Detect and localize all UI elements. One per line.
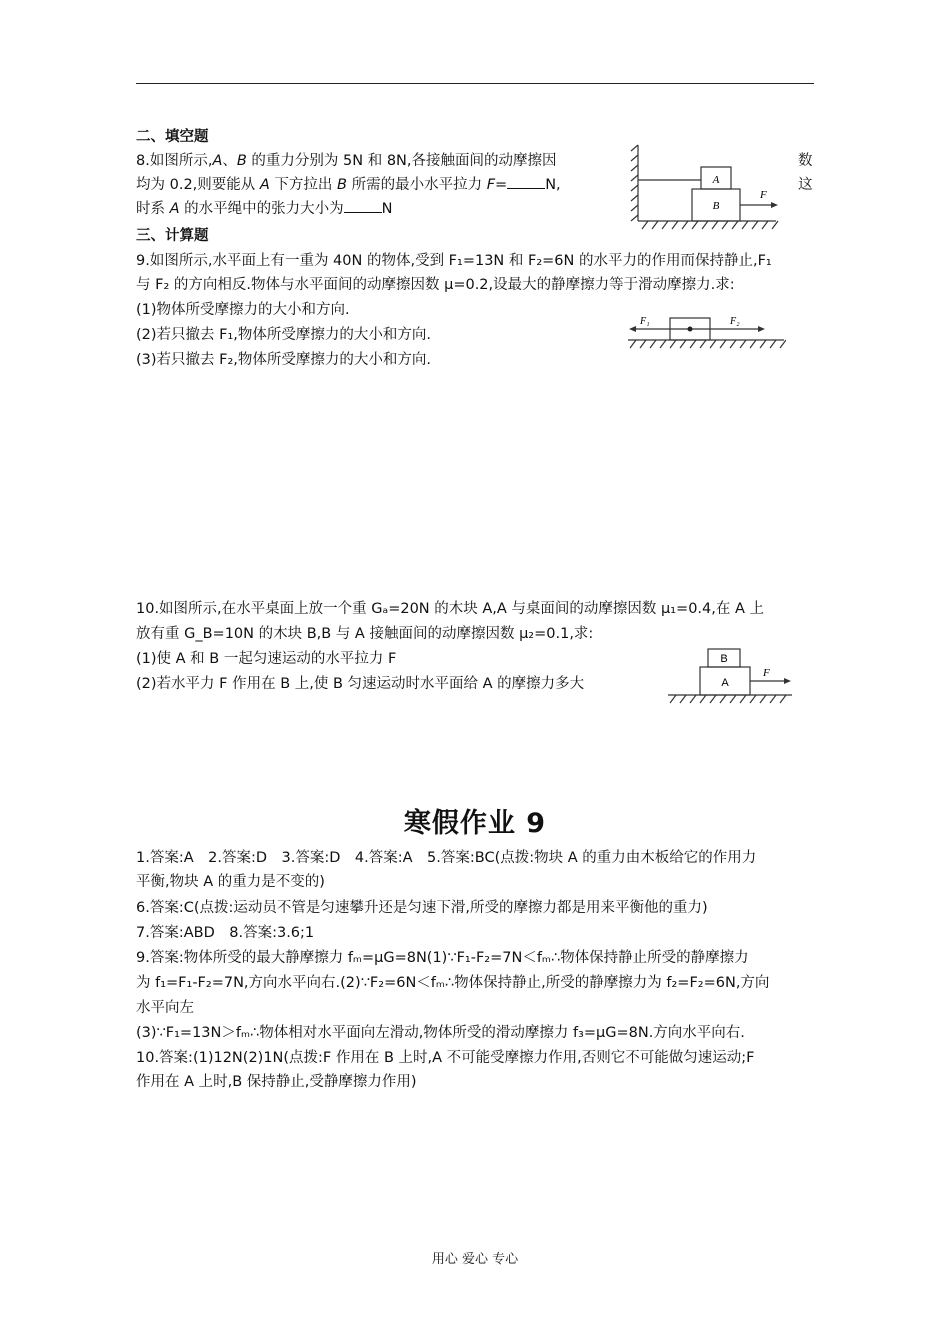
q9-label-f2: F₂ xyxy=(730,316,740,327)
q10-sub-1: (1)使 A 和 B 一起匀速运动的水平拉力 F xyxy=(136,651,397,667)
q9-label-f1: F₁ xyxy=(640,316,650,327)
q10-label-f: F xyxy=(763,667,770,679)
q8-label-b: B xyxy=(712,200,720,212)
q9-line-2: 与 F₂ 的方向相反.物体与水平面间的动摩擦因数 μ=0.2,设最大的静摩擦力等于滑动摩擦力.求: xyxy=(136,277,735,293)
answer-line: 7.答案:ABD 8.答案:3.6;1 xyxy=(136,925,315,941)
q10-sub-2: (2)若水平力 F 作用在 B 上,使 B 匀速运动时水平面给 A 的摩擦力多大 xyxy=(136,676,585,692)
q8-label-f: F xyxy=(760,189,767,201)
q10-label-b: B xyxy=(720,653,728,665)
answer-blank[interactable] xyxy=(344,200,382,213)
q10-line-2: 放有重 G_B=10N 的木块 B,B 与 A 接触面间的动摩擦因数 μ₂=0.1,求: xyxy=(136,626,594,642)
answer-line: 1.答案:A 2.答案:D 3.答案:D 4.答案:A 5.答案:BC(点拨:物块 A 的重力由木板给它的作用力 xyxy=(136,850,757,866)
q8-line-2: 均为 0.2,则要能从 A 下方拉出 B 所需的最小水平拉力 F= N, xyxy=(136,177,561,193)
answer-line: 10.答案:(1)12N(2)1N(点拨:F 作用在 B 上时,A 不可能受摩擦力作用,否则它不可能做匀速运动;F xyxy=(136,1050,755,1066)
answer-line: (3)∵F₁=13N＞fₘ∴物体相对水平面向左滑动,物体所受的滑动摩擦力 f₃=μG=8N.方向水平向右. xyxy=(136,1025,745,1041)
section-3-heading: 三、计算题 xyxy=(136,228,209,244)
q9-sub-2: (2)若只撤去 F₁,物体所受摩擦力的大小和方向. xyxy=(136,327,432,343)
q10-label-a: A xyxy=(721,677,729,689)
answers-title: 寒假作业 9 xyxy=(403,808,547,839)
q8-line-1: 8.如图所示,A、B 的重力分别为 5N 和 8N,各接触面间的动摩擦因 xyxy=(136,153,557,169)
q10-line-1: 10.如图所示,在水平桌面上放一个重 Gₐ=20N 的木块 A,A 与桌面间的动摩擦因数 μ₁=0.4,在 A 上 xyxy=(136,601,765,617)
q9-line-1: 9.如图所示,水平面上有一重为 40N 的物体,受到 F₁=13N 和 F₂=6N 的水平力的作用而保持静止,F₁ xyxy=(136,253,772,269)
q8-figure xyxy=(628,143,788,231)
q10-figure xyxy=(666,645,794,707)
page-footer: 用心 爱心 专心 xyxy=(431,1252,519,1267)
q9-sub-1: (1)物体所受摩擦力的大小和方向. xyxy=(136,302,350,318)
answer-line: 9.答案:物体所受的最大静摩擦力 fₘ=μG=8N(1)∵F₁-F₂=7N＜fₘ∴物体保持静止所受的静摩擦力 xyxy=(136,950,749,966)
answer-line: 为 f₁=F₁-F₂=7N,方向水平向右.(2)∵F₂=6N＜fₘ∴物体保持静止,所受的静摩擦力为 f₂=F₂=6N,方向 xyxy=(136,975,770,991)
q8-line-1-end: 数 xyxy=(798,153,813,169)
q8-line-3: 时系 A 的水平绳中的张力大小为 N xyxy=(136,201,393,217)
header-rule xyxy=(136,83,814,84)
answer-line: 水平向左 xyxy=(136,1000,194,1016)
answer-blank[interactable] xyxy=(507,176,545,189)
q8-line-2-end: 这 xyxy=(798,177,813,193)
answer-line: 6.答案:C(点拨:运动员不管是匀速攀升还是匀速下滑,所受的摩擦力都是用来平衡他的重力) xyxy=(136,900,708,916)
answer-line: 作用在 A 上时,B 保持静止,受静摩擦力作用) xyxy=(136,1074,417,1090)
section-2-heading: 二、填空题 xyxy=(136,129,209,145)
q9-sub-3: (3)若只撤去 F₂,物体所受摩擦力的大小和方向. xyxy=(136,352,432,368)
q8-label-a: A xyxy=(712,174,720,186)
answer-line: 平衡,物块 A 的重力是不变的) xyxy=(136,874,325,890)
q9-figure xyxy=(626,310,786,352)
